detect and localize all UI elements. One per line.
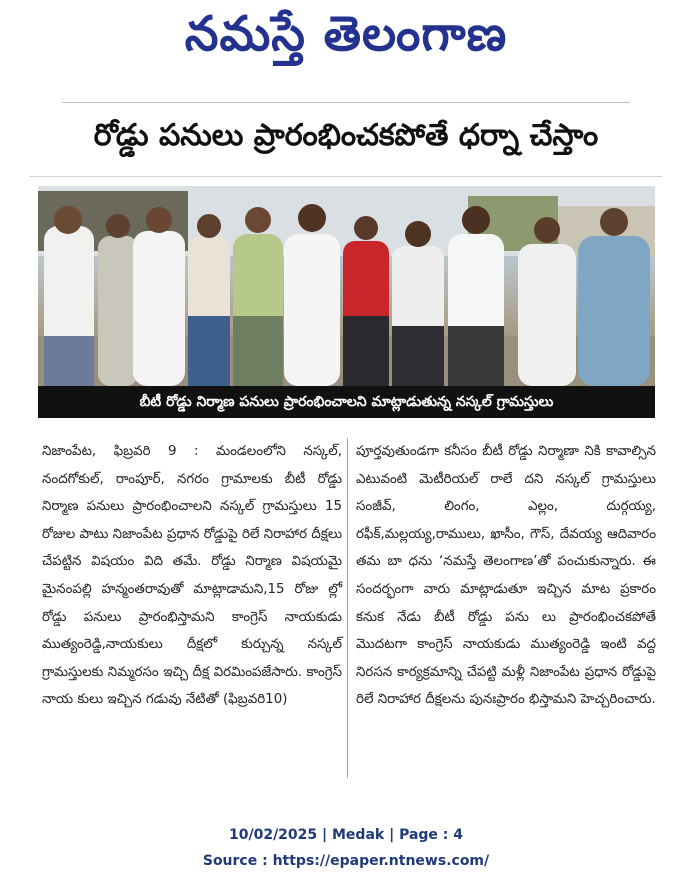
footer-source-link[interactable]: Source : https://epaper.ntnews.com/ <box>202 853 490 869</box>
newspaper-logo: నమస్తే తెలంగాణ <box>184 6 508 62</box>
page-footer <box>0 822 692 874</box>
villagers-photo-illustration <box>38 186 655 386</box>
article-column-right: పూర్తవుతుండగా కనీసం బీటీ రోడ్డు నిర్మాణా నికి కావాల్సిన ఎటువంటి మెటీరియల్ రాలే దని నస్కల్ గ్రామస్తులు సంజీవ్, లింగం, ఎల్లం, దుర్గయ్య, రఫీక్,మల్లయ్య,రాములు, ఖాసీం, గౌస్, దేవయ్య ఆదివారం తమ బా ధను ‘నమస్తే తెలంగాణ’తో పంచుకున్నారు. ఈ సందర్భంగా వారు మాట్లాడుతూ ఇచ్చిన మాట ప్రకారం కనుక నేడు బీటీ రోడ్డు పను లు ప్రారంభించకపోతే మొదటగా కాంగ్రెస్ నాయకుడు ముత్యంరెడ్డి ఇంటి వద్ద నిరసన కార్యక్రమాన్ని చేపట్టి మళ్లీ నిజాంపేట ప్రధాన రోడ్డుపై రిలే నిరాహార దీక్షలను పునఃప్రారం భిస్తామని హెచ్చరించారు. <box>356 444 656 708</box>
column-divider <box>347 438 348 778</box>
article-photo <box>38 186 655 386</box>
footer-date-edition: 10/02/2025 | Medak | Page : 4 <box>228 827 464 843</box>
masthead <box>0 0 692 86</box>
masthead-divider <box>62 102 630 103</box>
photo-caption: బీటీ రోడ్డు నిర్మాణ పనులు ప్రారంభించాలని మాట్లాడుతున్న నస్కల్ గ్రామస్తులు <box>38 386 655 418</box>
article-headline: రోడ్డు పనులు ప్రారంభించకపోతే ధర్నా చేస్తాం <box>93 118 599 153</box>
headline-divider <box>30 176 662 177</box>
article-body <box>36 430 656 808</box>
article-column-left: నిజాంపేట, ఫిబ్రవరి 9 : మండలంలోని నస్కల్, నందగోకుల్, రాంపూర్, నగరం గ్రామాలకు బీటీ రోడ్డు నిర్మాణ పనులు ప్రారంభించాలని నస్కల్ గ్రామస్తులు 15 రోజుల పాటు నిజాంపేట ప్రధాన రోడ్డుపై రిలే నిరాహార దీక్షలు చేపట్టిన విషయం విది తమే. రోడ్డు నిర్మాణ విషయమై మైనంపల్లి హన్మంతరావుతో మాట్లాడామని,15 రోజు ల్లో రోడ్డు పనులు ప్రారంభిస్తామని కాంగ్రెస్ నాయకుడు ముత్యంరెడ్డి,నాయకులు దీక్షలో కుర్చున్న నస్కల్ గ్రామస్తులకు నిమ్మరసం ఇచ్చి దీక్ష విరమింపజేసారు. కాంగ్రెస్ నాయ కులు ఇచ్చిన గడువు నేటితో (ఫిబ్రవరి10) <box>42 444 342 708</box>
